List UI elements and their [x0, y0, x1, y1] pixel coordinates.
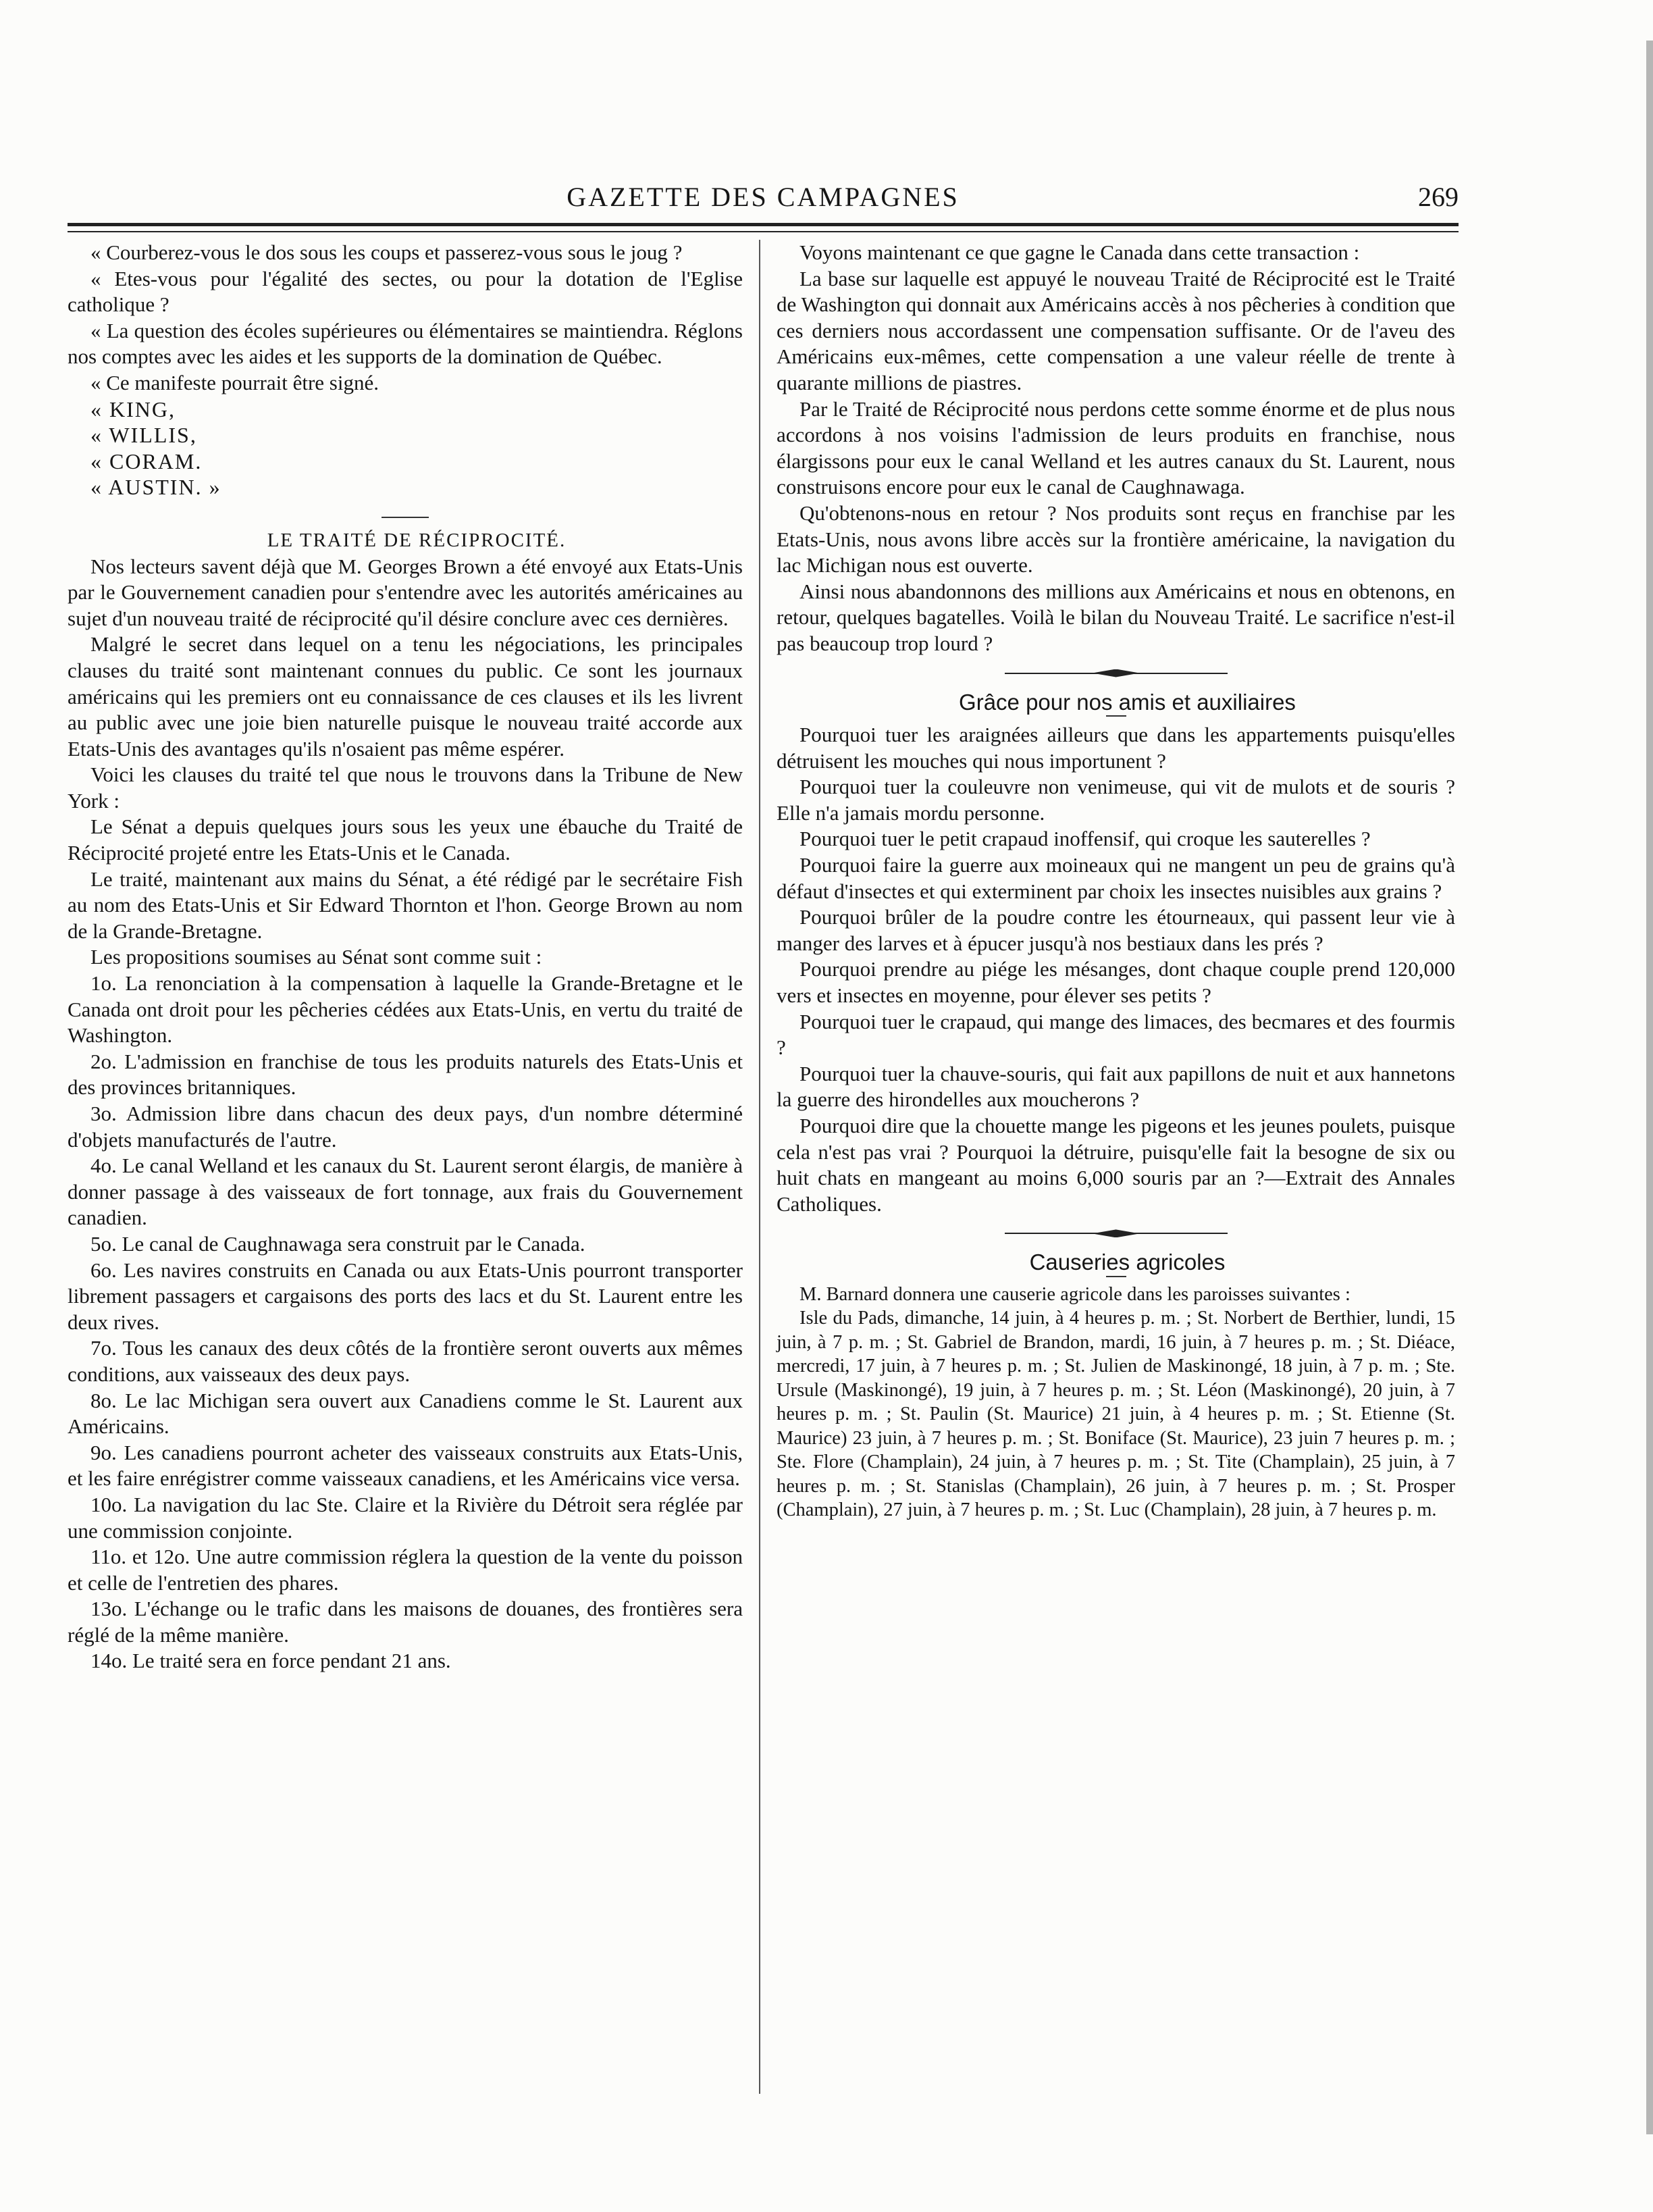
treaty-paragraph: Voici les clauses du traité tel que nous le trouvons dans la Tribune de New York :: [68, 763, 743, 813]
signature-line: « WILLIS,: [90, 423, 197, 448]
title-underline: [1106, 1276, 1126, 1277]
intro-paragraph: « La question des écoles supérieures ou élémentaires se maintiendra. Réglons nos comptes avec les aides et les supports de la domination de Québec.: [68, 318, 743, 369]
treaty-clause: 6o. Les navires construits en Canada ou aux Etats-Unis pourront transporter librement passagers et cargaisons des ports des lacs et du St. Laurent entre les deux rives.: [68, 1258, 743, 1334]
grace-paragraph: Pourquoi faire la guerre aux moineaux qui ne mangent un peu de grains qu'à défaut d'insectes et qui exterminent par choix les insectes nuisibles aux grains ?: [777, 853, 1455, 903]
header-rule-thick: [68, 223, 1459, 226]
scan-edge-shadow: [1646, 41, 1653, 2134]
treaty-paragraph: Nos lecteurs savent déjà que M. Georges Brown a été envoyé aux Etats-Unis par le Gouvernement canadien pour s'entendre avec les autorités américaines au sujet d'un nouveau traité de réciprocité qu'il désire conclure avec ces dernières.: [68, 554, 743, 630]
page-number: 269: [1418, 182, 1459, 212]
intro-paragraph: « Courberez-vous le dos sous les coups et passerez-vous sous le joug ?: [90, 240, 683, 264]
header-rule-thin: [68, 231, 1459, 232]
causeries-paragraph: M. Barnard donnera une causerie agricole dans les paroisses suivantes :: [799, 1283, 1350, 1305]
treaty-clause: 14o. Le traité sera en force pendant 21 ans.: [90, 1649, 451, 1673]
grace-paragraph: Pourquoi tuer la couleuvre non venimeuse, qui vit de mulots et de souris ? Elle n'a jamais mordu personne.: [777, 775, 1455, 825]
page-title: GAZETTE DES CAMPAGNES: [567, 182, 960, 212]
treaty-clause: 10o. La navigation du lac Ste. Claire et la Rivière du Détroit sera réglée par une commission conjointe.: [68, 1492, 743, 1543]
grace-section-title: Grâce pour nos amis et auxiliaires: [959, 689, 1296, 715]
treaty-clause: 13o. L'échange ou le trafic dans les maisons de douanes, des frontières sera réglé de la même manière.: [68, 1597, 743, 1647]
treaty-clause: 5o. Le canal de Caughnawaga sera construit par le Canada.: [90, 1231, 585, 1256]
treaty-clause: 1o. La renonciation à la compensation à laquelle la Grande-Bretagne et le Canada ont droit pour les pêcheries cédées aux Etats-Unis, en vertu du traité de Washington.: [68, 971, 743, 1048]
treaty-clause: 4o. Le canal Welland et les canaux du St. Laurent seront élargis, de manière à donner passage à des vaisseaux de fort tonnage, aux frais du Gouvernement canadien.: [68, 1154, 743, 1230]
section-divider: [382, 517, 429, 518]
treaty-paragraph: Le traité, maintenant aux mains du Sénat, a été rédigé par le secrétaire Fish au nom des Etats-Unis et Sir Edward Thornton et l'hon. George Brown au nom de la Grande-Bretagne.: [68, 867, 743, 943]
treaty-paragraph: Le Sénat a depuis quelques jours sous les yeux une ébauche du Traité de Réciprocité projeté entre les Etats-Unis et le Canada.: [68, 815, 743, 865]
signature-line: « CORAM.: [90, 448, 203, 473]
treaty-paragraph: Les propositions soumises au Sénat sont comme suit :: [90, 945, 542, 969]
signature-line: « AUSTIN. »: [90, 475, 221, 500]
grace-paragraph: Pourquoi brûler de la poudre contre les étourneaux, qui passent leur vie à manger des larves et à épucer jusqu'à nos bestiaux dans les prés ?: [777, 905, 1455, 955]
treaty-paragraph: Malgré le secret dans lequel on a tenu les négociations, les principales clauses du traité sont maintenant connues du public. Ce sont les journaux américains qui les premiers ont eu connaissance de ces clauses et ils les livrent au public avec une joie bien naturelle puisque le nouveau traité accorde aux Etats-Unis des avantages qu'ils n'osaient pas même espérer.: [68, 632, 743, 761]
treaty-clause: 7o. Tous les canaux des deux côtés de la frontière seront ouverts aux mêmes conditions, aux vaisseaux des deux pays.: [68, 1336, 743, 1386]
grace-paragraph: Pourquoi tuer le crapaud, qui mange des limaces, des becmares et des fourmis ?: [777, 1009, 1455, 1060]
intro-paragraph: « Ce manifeste pourrait être signé.: [90, 370, 379, 394]
treaty-paragraph: Qu'obtenons-nous en retour ? Nos produits sont reçus en franchise par les Etats-Unis, nous avons libre accès sur la frontière américaine, la navigation du lac Michigan nous est ouverte.: [777, 500, 1455, 577]
page-header: [68, 181, 1459, 222]
grace-paragraph: Pourquoi tuer les araignées ailleurs que dans les appartements puisqu'elles détruisent les mouches qui nous importunent ?: [777, 723, 1455, 773]
treaty-clause: 3o. Admission libre dans chacun des deux pays, d'un nombre déterminé d'objets manufacturés de l'autre.: [68, 1102, 743, 1152]
right-column: [777, 240, 1455, 1522]
treaty-clause: 11o. et 12o. Une autre commission réglera la question de la vente du poisson et celle de l'entretien des phares.: [68, 1545, 743, 1595]
grace-paragraph: Pourquoi dire que la chouette mange les pigeons et les jeunes poulets, puisque cela n'est pas vrai ? Pourquoi la détruire, puisqu'elle fait la besogne de six ou huit chats en mangeant au moins 6,000 souris par an ?—Extrait des Annales Catholiques.: [777, 1114, 1455, 1216]
treaty-paragraph: Ainsi nous abandonnons des millions aux Américains et nous en obtenons, en retour, quelques bagatelles. Voilà le bilan du Nouveau Traité. Le sacrifice n'est-il pas beaucoup trop lourd ?: [777, 579, 1455, 655]
treaty-clause: 8o. Le lac Michigan sera ouvert aux Canadiens comme le St. Laurent aux Américains.: [68, 1388, 743, 1439]
treaty-clause: 9o. Les canadiens pourront acheter des vaisseaux construits aux Etats-Unis, et les faire enrégistrer comme vaisseaux canadiens, et les Américains vice versa.: [68, 1440, 743, 1491]
intro-paragraph: « Etes-vous pour l'égalité des sectes, ou pour la dotation de l'Eglise catholique ?: [68, 266, 743, 317]
causeries-section-title: Causeries agricoles: [1029, 1250, 1226, 1275]
ornamental-divider: [1005, 667, 1228, 680]
treaty-paragraph: Par le Traité de Réciprocité nous perdons cette somme énorme et de plus nous accordons à nos voisins l'admission de leurs produits en franchise, nous élargissons pour eux le canal Welland et les autres canaux du St. Laurent, nous construisons encore pour eux le canal de Caughnawaga.: [777, 396, 1455, 499]
grace-paragraph: Pourquoi tuer la chauve-souris, qui fait aux papillons de nuit et aux hannetons la guerre des hirondelles aux moucherons ?: [777, 1061, 1455, 1112]
column-divider: [759, 240, 760, 2094]
treaty-paragraph: La base sur laquelle est appuyé le nouveau Traité de Réciprocité est le Traité de Washington qui donnait aux Américains accès à nos pêcheries à condition que ces derniers nous accordassent une compensation suffisante. Or de l'aveu des Américains eux-mêmes, cette compensation a une valeur réelle de trente à quarante millions de piastres.: [777, 266, 1455, 394]
treaty-paragraph: Voyons maintenant ce que gagne le Canada dans cette transaction :: [799, 240, 1360, 264]
grace-paragraph: Pourquoi prendre au piége les mésanges, dont chaque couple prend 120,000 vers et insectes en moyenne, pour élever ses petits ?: [777, 957, 1455, 1008]
treaty-section-title: LE TRAITÉ DE RÉCIPROCITÉ.: [267, 529, 567, 551]
grace-paragraph: Pourquoi tuer le petit crapaud inoffensif, qui croque les sauterelles ?: [799, 827, 1371, 851]
left-column: [68, 240, 743, 1674]
treaty-clause: 2o. L'admission en franchise de tous les produits naturels des Etats-Unis et des provinces britanniques.: [68, 1049, 743, 1100]
ornamental-divider: [1005, 1227, 1228, 1240]
signature-line: « KING,: [90, 396, 176, 421]
causeries-schedule: Isle du Pads, dimanche, 14 juin, à 4 heures p. m. ; St. Norbert de Berthier, lundi, 15 juin, à 7 p. m. ; St. Gabriel de Brandon, mardi, 16 juin, à 7 heures p. m. ; St. Diéace, mercredi, 17 juin, à 7 heures p. m. ; St. Julien de Maskinongé, 18 juin, à 7 p. m. ; Ste. Ursule (Maskinongé), 19 juin, à 7 heures p. m. ; St. Léon (Maskinongé), 20 juin, à 7 heures p. m. ; St. Paulin (St. Maurice) 21 juin, à 4 heures p. m. ; St. Etienne (St. Maurice) 23 juin, à 7 heures p. m. ; St. Boniface (St. Maurice), 23 juin 7 heures p. m. ; Ste. Flore (Champlain), 24 juin, à 7 heures p. m. ; St. Tite (Champlain), 25 juin, à 7 heures p. m. ; St. Stanislas (Champlain), 26 juin, à 7 heures p. m. ; St. Prosper (Champlain), 27 juin, à 7 heures p. m. ; St. Luc (Champlain), 28 juin, à 7 heures p. m.: [777, 1308, 1455, 1521]
title-underline: [1106, 715, 1126, 717]
